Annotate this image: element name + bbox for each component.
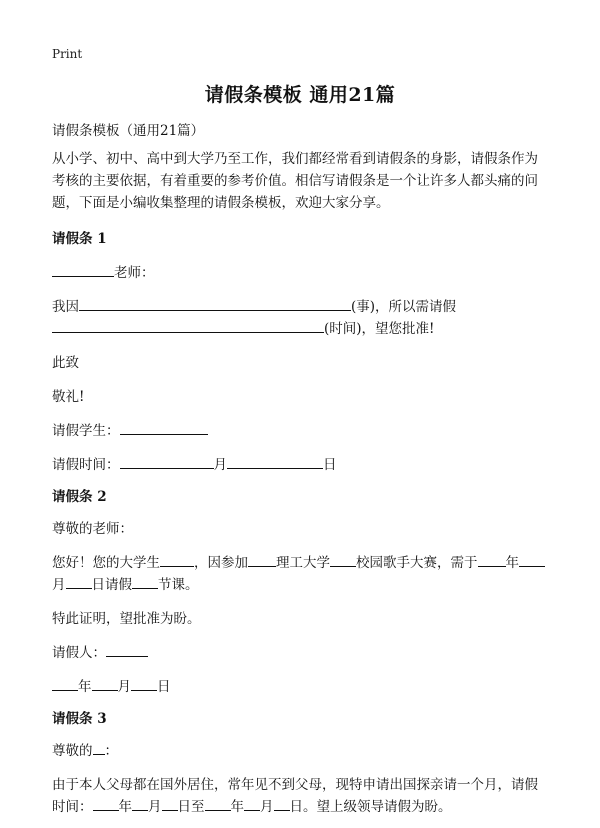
section-3-heading: 请假条 3 [52, 711, 107, 727]
document-body [52, 120, 548, 818]
section-2-greeting: 尊敬的老师： [52, 521, 133, 537]
applicant-line [52, 642, 548, 664]
s3-year-2: 年 [230, 799, 244, 815]
section-1-reason [52, 296, 548, 340]
month-label: 月 [213, 457, 227, 473]
student-label: 请假学生： [52, 423, 120, 439]
blank-day-2 [66, 574, 92, 589]
blank-teacher-name [52, 262, 114, 277]
blank-month [120, 454, 214, 469]
day-label: 日 [323, 457, 337, 473]
year-label: 年 [78, 679, 92, 695]
blank-s3-year-2 [205, 796, 231, 811]
s3-year: 年 [118, 799, 132, 815]
reason-end: (时间)，望您批准! [324, 321, 435, 337]
blank-periods [132, 574, 158, 589]
blank-s3-day-2 [274, 796, 290, 811]
s3-day-to: 日至 [177, 799, 205, 815]
teacher-label: 老师： [114, 265, 155, 281]
s2-text-4: 校园歌手大赛，需于 [356, 555, 478, 571]
closing: 此致 [52, 355, 79, 371]
s3-greeting-a: 尊敬的 [52, 743, 93, 759]
blank-date-month [92, 676, 118, 691]
reason-prefix: 我因 [52, 299, 79, 315]
s3-month: 月 [148, 799, 162, 815]
blank-s3-month-2 [244, 796, 260, 811]
blank-school [330, 552, 356, 567]
blank-day [227, 454, 323, 469]
s3-greeting-b: ： [104, 743, 118, 759]
blank-student-name [160, 552, 194, 567]
blank-s3-month [132, 796, 148, 811]
blank-student [120, 420, 208, 435]
salute: 敬礼! [52, 389, 85, 405]
intro-paragraph: 从小学、初中、高中到大学乃至工作，我们都经常看到请假条的身影，请假条作为考核的主要依据，有着重要的参考价值。相信写请假条是一个让许多人都头痛的问题，下面是小编收集整理的请假条模板，欢迎大家分享。 [52, 151, 538, 211]
reason-mid: (事)，所以需请假 [351, 299, 457, 315]
s2-text-3: 理工大学 [276, 555, 330, 571]
month-label-2: 月 [117, 679, 131, 695]
day-label-2: 日 [157, 679, 171, 695]
blank-date-day [131, 676, 157, 691]
s3-text-end: 日。望上级领导请假为盼。 [289, 799, 452, 815]
certify-text: 特此证明，望批准为盼。 [52, 611, 201, 627]
s2-text-5: 年 [505, 555, 519, 571]
page-title: 请假条模板 通用21篇 [204, 84, 396, 106]
blank-s3-day [162, 796, 178, 811]
blank-duration [52, 318, 324, 333]
time-line [52, 454, 548, 476]
blank-s3-year [93, 796, 119, 811]
date-line [52, 676, 548, 698]
s3-month-2: 月 [260, 799, 274, 815]
student-line [52, 420, 548, 442]
s2-text-1: 您好！您的大学生 [52, 555, 160, 571]
blank-applicant [106, 642, 148, 657]
blank-month-2 [519, 552, 545, 567]
s2-text-6: 月 [52, 577, 66, 593]
print-link[interactable]: Print [52, 47, 83, 61]
section-1-heading: 请假条 1 [52, 231, 107, 247]
blank-reason [79, 296, 351, 311]
section-1-salutation [52, 262, 548, 284]
section-3-body [52, 774, 548, 818]
s3-text-1: 由于本人父母都在国外居住，常年见不到父母，现特申请出国探亲请一个月，请假时间： [52, 777, 538, 815]
blank-event [248, 552, 276, 567]
s2-text-2: ，因参加 [194, 555, 248, 571]
s2-text-7: 日请假 [91, 577, 132, 593]
subtitle: 请假条模板（通用21篇） [52, 123, 205, 139]
section-2-body [52, 552, 548, 596]
blank-recipient [93, 740, 105, 755]
section-3-greeting [52, 740, 548, 762]
blank-date-year [52, 676, 78, 691]
time-label: 请假时间： [52, 457, 120, 473]
blank-year [478, 552, 506, 567]
s2-text-8: 节课。 [158, 577, 199, 593]
section-2-heading: 请假条 2 [52, 489, 107, 505]
applicant-label: 请假人： [52, 645, 106, 661]
